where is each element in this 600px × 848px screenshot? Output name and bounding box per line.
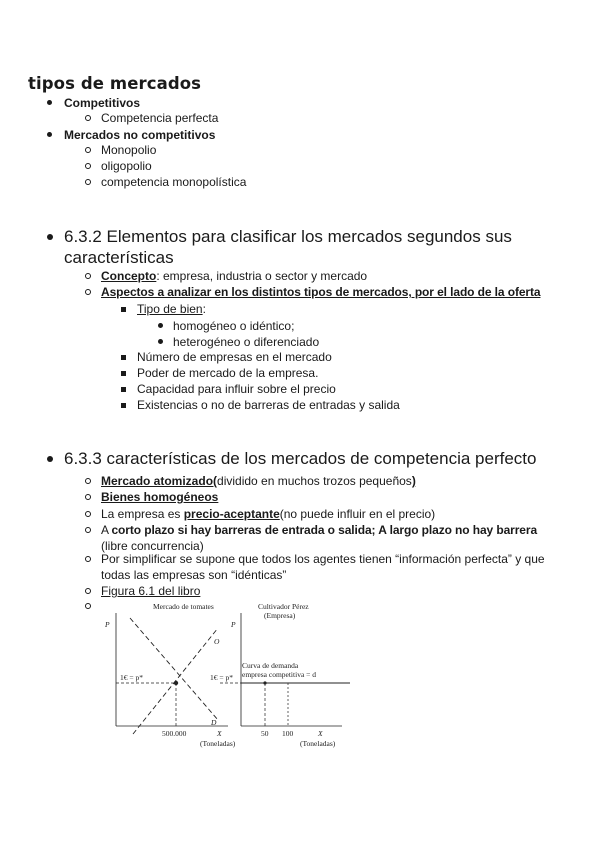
left-axis-p: P — [105, 620, 110, 629]
list-item: Número de empresas en el mercado — [137, 350, 332, 364]
section-heading: 6.3.2 Elementos para clasificar los mercados segundos sus — [64, 227, 512, 246]
tipo-bien-colon: : — [202, 302, 206, 316]
list-item: Existencias o no de barreras de entradas y salida — [137, 398, 400, 412]
list-item — [101, 474, 416, 488]
supply-label: O — [214, 637, 220, 646]
bullet-icon — [47, 234, 53, 240]
item3-post: (no puede influir en el precio) — [279, 507, 436, 521]
item4-bold: corto plazo si hay barreras de entrada o salida; A largo plazo no hay barrera — [111, 523, 538, 537]
list-item: Aspectos a analizar en los distintos tipos de mercados, por el lado de la oferta — [101, 285, 541, 299]
market-quantity: 500.000 — [162, 729, 187, 738]
list-item: Mercados no competitivos — [64, 128, 216, 142]
circle-bullet-icon — [85, 588, 91, 594]
item1-text: dividido en muchos trozos pequeños — [217, 474, 412, 488]
list-item: heterogéneo o diferenciado — [173, 335, 320, 349]
right-panel-title: Cultivador Pérez — [258, 602, 309, 611]
list-item: competencia monopolística — [101, 175, 247, 189]
circle-bullet-icon — [85, 179, 91, 185]
price-label-left: 1€ = p* — [120, 673, 143, 682]
firm-quantity-50: 50 — [261, 729, 269, 738]
demand-curve-label-2: empresa competitiva = d — [242, 670, 316, 679]
list-item: oligopolio — [101, 159, 152, 173]
circle-bullet-icon — [85, 494, 91, 500]
circle-bullet-icon — [85, 289, 91, 295]
list-item: Monopolio — [101, 143, 157, 157]
item4-pre: A — [101, 523, 112, 537]
list-item-continuation: (libre concurrencia) — [101, 539, 204, 553]
left-axis-x: X — [217, 729, 222, 738]
item1-bold: Mercado atomizado( — [101, 474, 218, 488]
circle-bullet-icon — [85, 603, 91, 609]
bullet-icon — [158, 323, 163, 328]
left-unit: (Toneladas) — [200, 739, 236, 748]
circle-bullet-icon — [85, 163, 91, 169]
list-item: Competencia perfecta — [101, 111, 219, 125]
list-item — [137, 302, 206, 316]
list-item — [101, 507, 435, 521]
list-item-continuation: todas las empresas son “idénticas” — [101, 568, 287, 582]
item3-pre: La empresa es — [101, 507, 184, 521]
section-heading: características — [64, 248, 174, 267]
list-item: Por simplificar se supone que todos los agentes tienen “información perfecta” y que — [101, 552, 545, 566]
square-bullet-icon — [121, 371, 126, 376]
square-bullet-icon — [121, 355, 126, 360]
square-bullet-icon — [121, 403, 126, 408]
firm-quantity-100: 100 — [282, 729, 294, 738]
item3-bold: precio-aceptante — [183, 507, 280, 521]
bullet-icon — [158, 339, 163, 344]
circle-bullet-icon — [85, 115, 91, 121]
square-bullet-icon — [121, 307, 126, 312]
demand-label: D — [211, 718, 217, 727]
bullet-icon — [47, 132, 52, 137]
right-axis-x: X — [318, 729, 323, 738]
list-item: homogéneo o idéntico; — [173, 319, 295, 333]
list-item — [101, 523, 537, 537]
right-axis-p: P — [231, 620, 236, 629]
page-title: tipos de mercados — [28, 74, 202, 93]
figure-6-1 — [100, 598, 355, 753]
figure-link[interactable]: Figura 6.1 del libro — [101, 584, 201, 598]
circle-bullet-icon — [85, 273, 91, 279]
circle-bullet-icon — [85, 478, 91, 484]
list-item: Capacidad para influir sobre el precio — [137, 382, 336, 396]
circle-bullet-icon — [85, 511, 91, 517]
circle-bullet-icon — [85, 527, 91, 533]
left-panel-title: Mercado de tomates — [153, 602, 214, 611]
price-label-right: 1€ = p* — [210, 673, 233, 682]
demand-curve — [130, 618, 218, 720]
concepto-label: Concepto — [101, 269, 157, 283]
right-panel-subtitle: (Empresa) — [264, 611, 296, 620]
square-bullet-icon — [121, 387, 126, 392]
concepto-text: : empresa, industria o sector y mercado — [156, 269, 368, 283]
circle-bullet-icon — [85, 147, 91, 153]
right-unit: (Toneladas) — [300, 739, 336, 748]
list-item: Bienes homogéneos — [101, 490, 219, 504]
list-item: Competitivos — [64, 96, 141, 110]
item1-close: ) — [411, 474, 416, 488]
bullet-icon — [47, 456, 53, 462]
demand-curve-label-1: Curva de demanda — [242, 661, 299, 670]
bullet-icon — [47, 100, 52, 105]
circle-bullet-icon — [85, 556, 91, 562]
section-heading: 6.3.3 características de los mercados de competencia perfecto — [64, 449, 537, 468]
list-item: Poder de mercado de la empresa. — [137, 366, 319, 380]
tipo-bien-label: Tipo de bien — [137, 302, 203, 316]
list-item — [101, 269, 367, 283]
firm-point — [263, 681, 266, 684]
